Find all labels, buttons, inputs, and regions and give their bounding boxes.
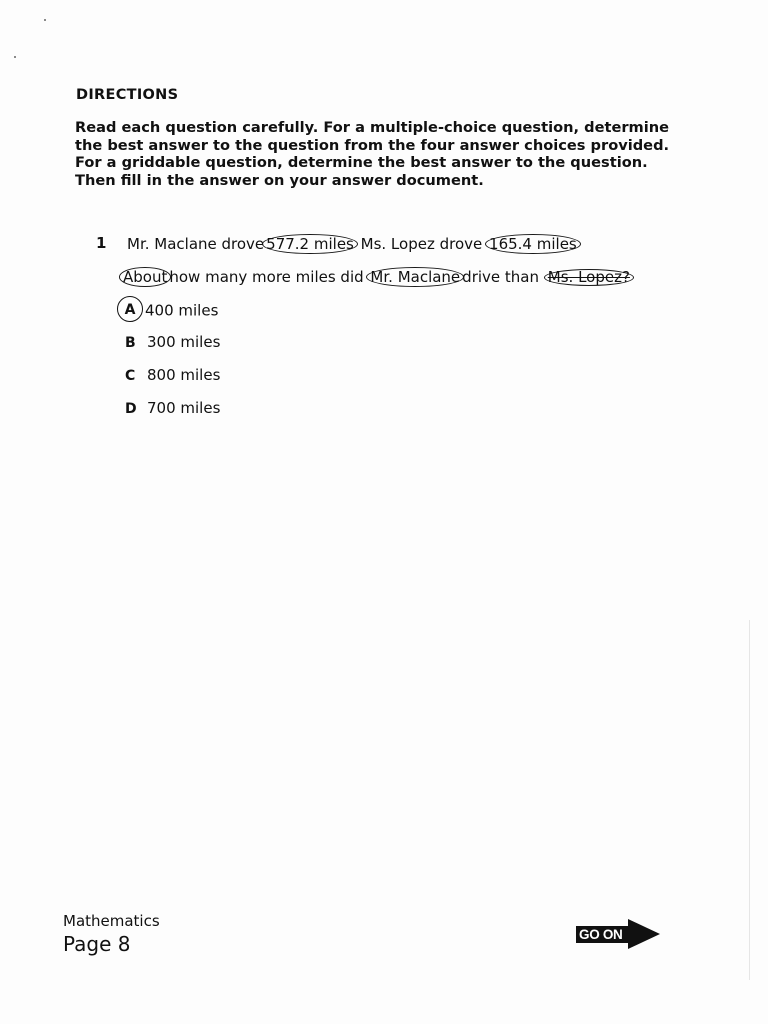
- option-letter: C: [125, 368, 136, 384]
- circled-miles-1: 577.2 miles: [262, 234, 358, 254]
- question-text: Ms. Lopez drove: [360, 235, 483, 253]
- option-letter: B: [125, 335, 136, 351]
- scan-speck: [44, 19, 46, 21]
- scan-speck: [14, 56, 16, 58]
- question-line-1: [127, 234, 579, 254]
- scan-edge-line: [749, 620, 750, 980]
- option-text: 800 miles: [147, 366, 221, 384]
- answer-option-b[interactable]: [125, 333, 220, 351]
- footer-subject: Mathematics: [63, 912, 160, 930]
- answer-option-c[interactable]: [125, 366, 220, 384]
- answer-option-a[interactable]: [117, 300, 218, 322]
- option-letter: D: [125, 401, 137, 417]
- option-text: 400 miles: [145, 301, 219, 320]
- question-text: how many more miles did: [169, 268, 364, 286]
- circled-miles-2: 165.4 miles: [485, 234, 581, 254]
- circled-name-1: Mr. Maclane: [366, 267, 464, 287]
- directions-text: Read each question carefully. For a multiple-choice question, determine the best answer to the question from the four answer choices provided. For a griddable question, determine the best answer to the question. Then fill in the answer on your answer document.: [75, 119, 670, 189]
- question-number: 1: [96, 234, 107, 252]
- go-on-arrow: [576, 919, 660, 949]
- go-on-label: GO ON: [579, 927, 623, 942]
- option-text: 300 miles: [147, 333, 221, 351]
- footer-page-number: Page 8: [63, 932, 131, 956]
- struck-name-2: Ms. Lopez?: [544, 269, 634, 286]
- option-text: 700 miles: [147, 399, 221, 417]
- circled-about: About: [119, 267, 171, 287]
- question-line-2: [121, 267, 634, 287]
- question-text: Mr. Maclane drove: [127, 235, 265, 253]
- arrow-head-icon: [628, 919, 660, 949]
- directions-heading: DIRECTIONS: [76, 87, 179, 103]
- option-letter-circled: A: [117, 296, 143, 322]
- question-text: drive than: [462, 268, 539, 286]
- answer-option-d[interactable]: [125, 399, 220, 417]
